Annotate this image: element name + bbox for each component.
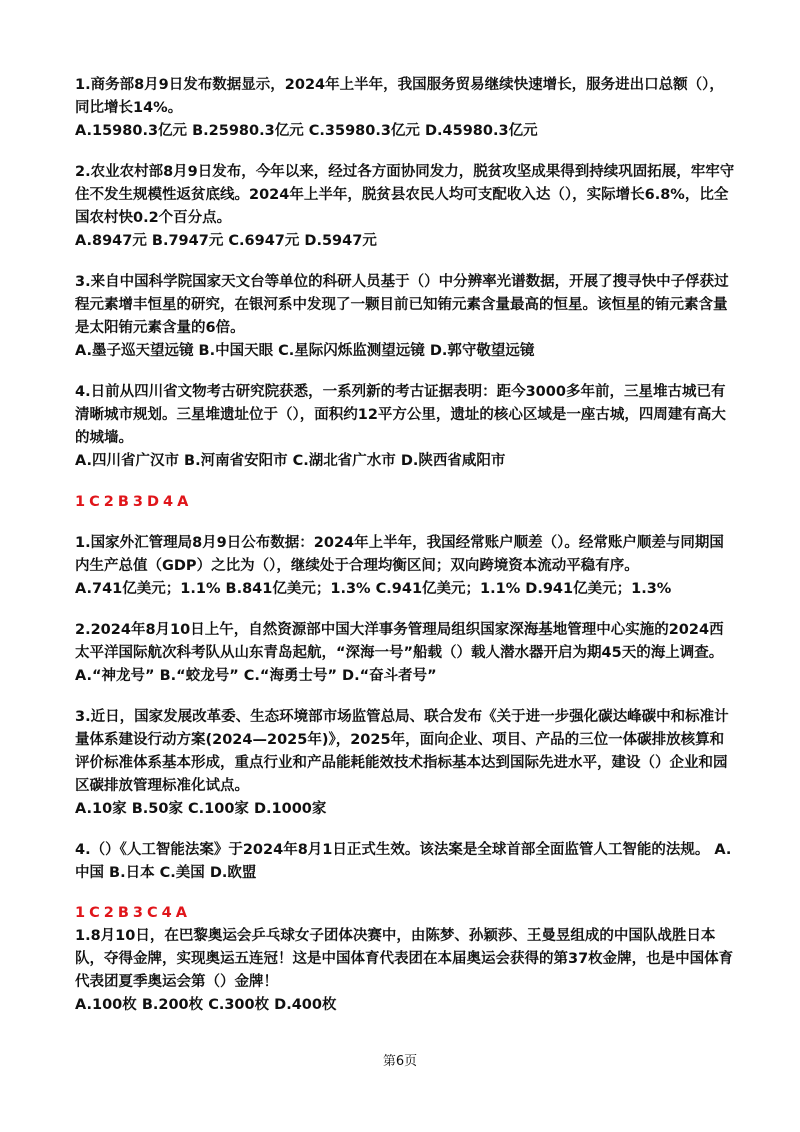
question-2 [75, 161, 735, 253]
question-4 [75, 839, 735, 885]
question-stem: 1.国家外汇管理局8月9日公布数据：2024年上半年，我国经常账户顺差（）。经常账户顺差与同期国内生产总值（GDP）之比为（），继续处于合理均衡区间；双向跨境资本流动平稳有序。 [75, 535, 724, 574]
question-1 [75, 925, 735, 1017]
answer-key: 1C2B3C4A [75, 905, 191, 921]
question-options: A.8947元 B.7947元 C.6947元 D.5947元 [75, 233, 377, 249]
question-2 [75, 619, 735, 688]
question-stem: 2.2024年8月10日上午，自然资源部中国大洋事务管理局组织国家深海基地管理中心实施的2024西太平洋国际航次科考队从山东青岛起航，“深海一号”船载（）载人潜水器开启为期45天的海上调查。 [75, 622, 724, 661]
question-4 [75, 381, 735, 473]
question-options: A.四川省广汉市 B.河南省安阳市 C.湖北省广水市 D.陕西省咸阳市 [75, 453, 506, 469]
question-stem: 2.农业农村部8月9日发布，今年以来，经过各方面协同发力，脱贫攻坚成果得到持续巩固拓展，牢牢守住不发生规模性返贫底线。2024年上半年，脱贫县农民人均可支配收入达（），实际增长6.8%，比全国农村快0.2个百分点。 [75, 164, 735, 226]
question-3 [75, 706, 735, 821]
question-stem: 3.来自中国科学院国家天文台等单位的科研人员基于（）中分辨率光谱数据，开展了搜寻快中子俘获过程元素增丰恒星的研究，在银河系中发现了一颗目前已知铕元素含量最高的恒星。该恒星的铕元素含量是太阳铕元素含量的6倍。 [75, 274, 729, 336]
question-stem: 1.商务部8月9日发布数据显示，2024年上半年，我国服务贸易继续快速增长，服务进出口总额（），同比增长14%。 [75, 77, 724, 116]
question-1 [75, 74, 735, 143]
question-options: A.10家 B.50家 C.100家 D.1000家 [75, 801, 327, 817]
question-options: A.15980.3亿元 B.25980.3亿元 C.35980.3亿元 D.45980.3亿元 [75, 123, 538, 139]
question-stem: 4.（）《人工智能法案》于2024年8月1日正式生效。该法案是全球首部全面监管人工智能的法规。 A.中国 B.日本 C.美国 D.欧盟 [75, 842, 732, 881]
question-options: A.墨子巡天望远镜 B.中国天眼 C.星际闪烁监测望远镜 D.郭守敬望远镜 [75, 343, 535, 359]
question-options: A.“神龙号” B.“蛟龙号” C.“海勇士号” D.“奋斗者号” [75, 668, 437, 684]
page-number: 第6页 [382, 1054, 418, 1069]
question-stem: 1.8月10日，在巴黎奥运会乒乓球女子团体决赛中，由陈梦、孙颖莎、王曼昱组成的中国队战胜日本队，夺得金牌，实现奥运五连冠！这是中国体育代表团在本届奥运会获得的第37枚金牌，也是中国体育代表团夏季奥运会第（）金牌！ [75, 928, 734, 990]
question-stem: 3.近日，国家发展改革委、生态环境部市场监管总局、联合发布《关于进一步强化碳达峰碳中和标准计量体系建设行动方案(2024—2025年)》，2025年，面向企业、项目、产品的三位一体碳排放核算和评价标准体系基本形成，重点行业和产品能耗能效技术指标基本达到国际先进水平，建设（）企业和园区碳排放管理标准化试点。 [75, 709, 729, 794]
question-1 [75, 532, 735, 601]
answer-key: 1C2B3D4A [75, 494, 193, 510]
question-options: A.100枚 B.200枚 C.300枚 D.400枚 [75, 997, 337, 1013]
question-stem: 4.日前从四川省文物考古研究院获悉，一系列新的考古证据表明：距今3000多年前，三星堆古城已有清晰城市规划。三星堆遗址位于（），面积约12平方公里，遗址的核心区域是一座古城，四周建有高大的城墙。 [75, 384, 726, 446]
question-options: A.741亿美元；1.1% B.841亿美元；1.3% C.941亿美元；1.1% D.941亿美元；1.3% [75, 581, 672, 597]
document-page [75, 74, 735, 1017]
question-3 [75, 271, 735, 363]
